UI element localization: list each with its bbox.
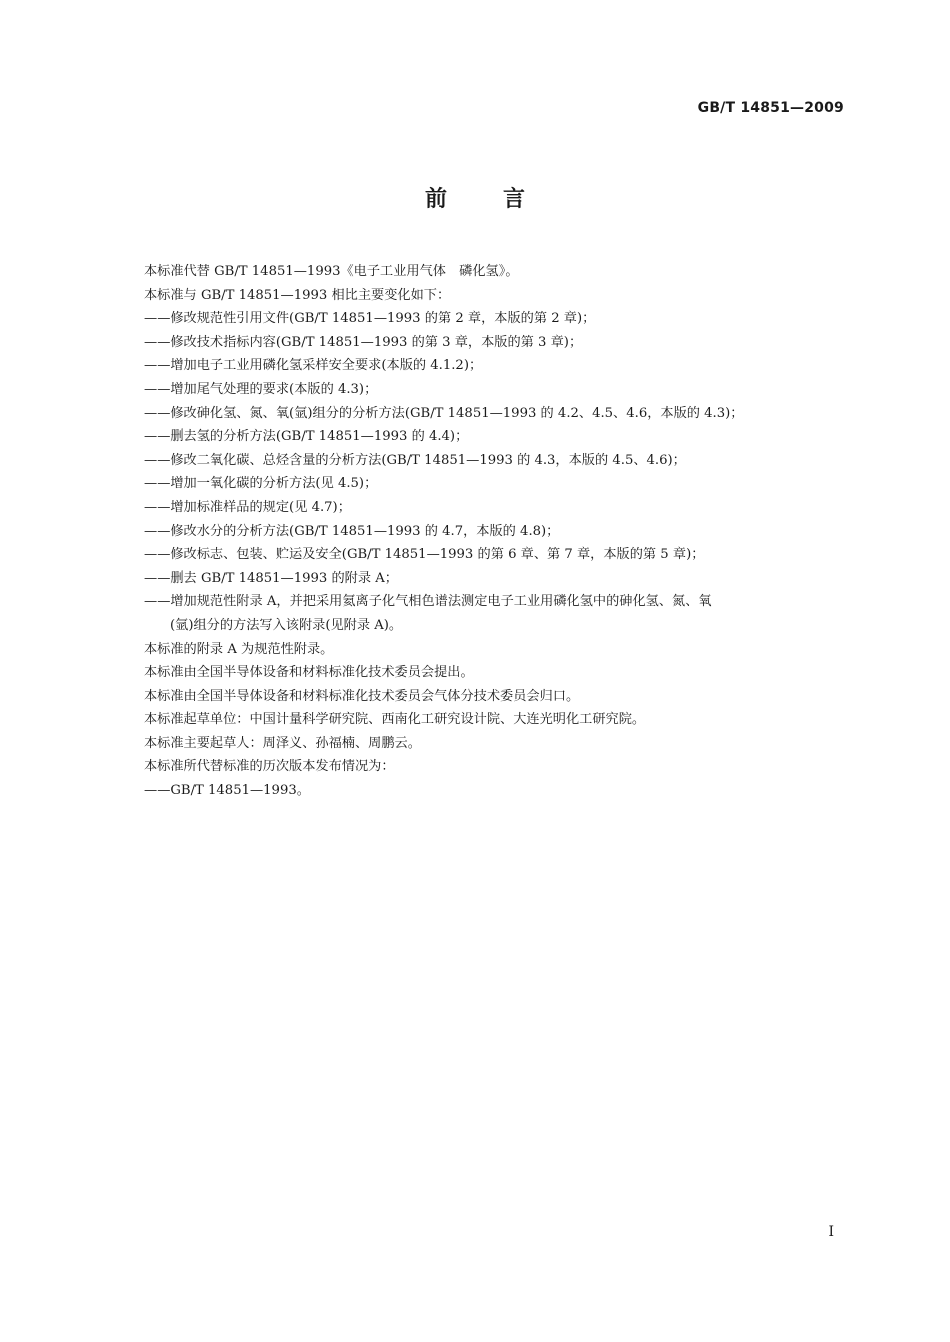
paragraph: 本标准主要起草人：周泽义、孙福楠、周鹏云。 [144, 735, 421, 751]
list-item: ——删去 GB/T 14851—1993 的附录 A； [144, 570, 398, 586]
paragraph: 本标准由全国半导体设备和材料标准化技术委员会提出。 [144, 665, 474, 681]
list-item: ——修改技术指标内容(GB/T 14851—1993 的第 3 章，本版的第 3 章)； [144, 334, 583, 350]
standard-number: GB/T 14851—2009 [697, 100, 844, 116]
list-item: ——GB/T 14851—1993。 [144, 783, 310, 799]
list-item: ——增加规范性附录 A，并把采用氦离子化气相色谱法测定电子工业用磷化氢中的砷化氢、氮、氧 [144, 594, 712, 610]
foreword-body [144, 260, 846, 803]
list-item: ——增加电子工业用磷化氢采样安全要求(本版的 4.1.2)； [144, 358, 483, 374]
page-title: 前言 [424, 187, 581, 212]
list-item: ——增加一氧化碳的分析方法(见 4.5)； [144, 476, 378, 492]
paragraph: 本标准起草单位：中国计量科学研究院、西南化工研究设计院、大连光明化工研究院。 [144, 712, 646, 728]
list-item: ——修改二氧化碳、总烃含量的分析方法(GB/T 14851—1993 的 4.3，本版的 4.5、4.6)； [144, 452, 686, 468]
list-item: ——修改水分的分析方法(GB/T 14851—1993 的 4.7，本版的 4.8)； [144, 523, 560, 539]
paragraph: 本标准的附录 A 为规范性附录。 [144, 641, 334, 657]
list-item: ——修改规范性引用文件(GB/T 14851—1993 的第 2 章，本版的第 2 章)； [144, 311, 596, 327]
list-item: ——增加尾气处理的要求(本版的 4.3)； [144, 381, 378, 397]
paragraph: 本标准所代替标准的历次版本发布情况为： [144, 759, 395, 775]
list-item: ——删去氢的分析方法(GB/T 14851—1993 的 4.4)； [144, 429, 469, 445]
paragraph: 本标准与 GB/T 14851—1993 相比主要变化如下： [144, 287, 451, 303]
paragraph: 本标准由全国半导体设备和材料标准化技术委员会气体分技术委员会归口。 [144, 688, 580, 704]
list-item: ——修改砷化氢、氮、氧(氩)组分的分析方法(GB/T 14851—1993 的 4.2、4.5、4.6，本版的 4.3)； [144, 405, 744, 421]
list-item: ——修改标志、包装、贮运及安全(GB/T 14851—1993 的第 6 章、第 7 章，本版的第 5 章)； [144, 547, 705, 563]
list-item-continuation: (氩)组分的方法写入该附录(见附录 A)。 [170, 617, 403, 633]
paragraph: 本标准代替 GB/T 14851—1993《电子工业用气体 磷化氢》。 [144, 264, 519, 279]
page-number: I [828, 1224, 834, 1240]
list-item: ——增加标准样品的规定(见 4.7)； [144, 499, 351, 515]
